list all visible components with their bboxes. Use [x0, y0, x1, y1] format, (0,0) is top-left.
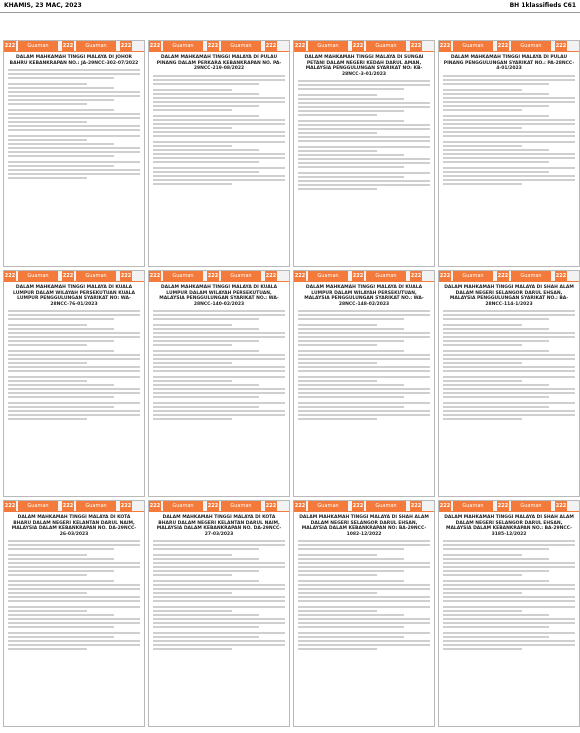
category-number: 222 [207, 503, 219, 509]
category-label: Guaman [18, 501, 58, 511]
category-number: 222 [265, 43, 277, 49]
category-number: 222 [294, 503, 306, 509]
category-label: Guaman [18, 41, 58, 51]
category-number: 222 [120, 273, 132, 279]
notice-card [148, 500, 290, 727]
notice-body-text [8, 310, 140, 420]
category-number: 222 [497, 503, 509, 509]
category-label: Guaman [163, 271, 203, 281]
notice-body-text [153, 310, 285, 420]
category-number: 222 [555, 273, 567, 279]
category-number: 222 [352, 273, 364, 279]
category-number: 222 [352, 503, 364, 509]
category-label: Guaman [453, 271, 493, 281]
category-tag [4, 271, 144, 282]
category-number: 222 [62, 503, 74, 509]
category-number: 222 [410, 43, 422, 49]
category-tag [149, 271, 289, 282]
category-label: Guaman [76, 501, 116, 511]
category-number: 222 [120, 503, 132, 509]
category-number: 222 [265, 503, 277, 509]
notice-title: DALAM MAHKAMAH TINGGI MALAYA DI KUALA LUMPUR DALAM WILAYAH PERSEKUTUAN, MALAYSIA PENGGULUNGAN SYARIKAT NO.: WA-28NCC-148-02/2023 [304, 285, 424, 307]
category-label: Guaman [221, 501, 261, 511]
category-label: Guaman [366, 501, 406, 511]
notice-title: DALAM MAHKAMAH TINGGI MALAYA DI PULAU PINANG PENGGULUNGAN SYARIKAT NO.: PA-28NCC-4-01/2023 [443, 55, 575, 71]
notice-card [438, 270, 580, 497]
category-tag [149, 501, 289, 512]
category-label: Guaman [511, 41, 551, 51]
category-tag [294, 501, 434, 512]
notice-body-text [443, 75, 575, 185]
notice-body-text [298, 310, 430, 420]
page-header [0, 0, 580, 13]
category-tag [294, 41, 434, 52]
category-number: 222 [439, 273, 451, 279]
category-label: Guaman [163, 41, 203, 51]
notice-card [293, 500, 435, 727]
category-label: Guaman [308, 501, 348, 511]
category-label: Guaman [453, 41, 493, 51]
category-tag [439, 41, 579, 52]
category-label: Guaman [366, 41, 406, 51]
notice-body-text [153, 75, 285, 185]
notice-title: DALAM MAHKAMAH TINGGI MALAYA DI KUALA LUMPUR DALAM WILAYAH PERSEKUTUAN, MALAYSIA PENGGULUNGAN SYARIKAT NO.: WA-28NCC-140-02/2023 [159, 285, 279, 307]
category-number: 222 [410, 503, 422, 509]
notice-title: DALAM MAHKAMAH TINGGI MALAYA DI KOTA BHARU DALAM NEGERI KELANTAN DARUL NAIM, MALAYSIA DALAM KEBANKRAPAN NO. DA-29NCC-26-03/2023 [11, 515, 137, 537]
category-number: 222 [4, 503, 16, 509]
page-date: KHAMIS, 23 MAC, 2023 [4, 2, 82, 9]
category-label: Guaman [308, 41, 348, 51]
category-label: Guaman [511, 501, 551, 511]
notice-card [3, 270, 145, 497]
notice-title: DALAM MAHKAMAH TINGGI MALAYA DI SHAH ALAM DALAM NEGERI SELANGOR DARUL EHSAN, MALAYSIA DALAM KEBANKRAPAN NO.: BA-29NCC-3185-12/2022 [444, 515, 574, 537]
category-tag [4, 41, 144, 52]
notice-title: DALAM MAHKAMAH TINGGI MALAYA DI SUNGAI PETANI DALAM NEGERI KEDAH DARUL AMAN, MALAYSIA PENGGULUNGAN SYARIKAT NO: KB-28NCC-3-01/2023 [304, 55, 424, 77]
category-number: 222 [120, 43, 132, 49]
category-label: Guaman [221, 271, 261, 281]
notice-body-text [8, 69, 140, 179]
notice-title: DALAM MAHKAMAH TINGGI MALAYA DI JOHOR BAHRU KEBANKRAPAN NO.: JA-29NCC-302-07/2022 [9, 55, 139, 66]
category-number: 222 [439, 43, 451, 49]
category-number: 222 [62, 43, 74, 49]
category-tag [294, 271, 434, 282]
category-number: 222 [265, 273, 277, 279]
notice-card [293, 40, 435, 267]
section-title: BH 1klassifieds C61 [509, 2, 576, 9]
category-number: 222 [4, 273, 16, 279]
category-label: Guaman [308, 271, 348, 281]
notice-card [438, 500, 580, 727]
notice-title: DALAM MAHKAMAH TINGGI MALAYA DI SHAH ALAM DALAM NEGERI SELANGOR DARUL EHSAN, MALAYSIA PENGGULUNGAN SYARIKAT NO.: BA-28NCC-114-1/2023 [444, 285, 574, 307]
notice-card [293, 270, 435, 497]
notice-title: DALAM MAHKAMAH TINGGI MALAYA DI KOTA BHARU DALAM NEGERI KELANTAN DARUL NAIM, MALAYSIA DALAM KEBANKRAPAN NO. DA-29NCC-27-03/2023 [156, 515, 282, 537]
category-number: 222 [294, 273, 306, 279]
category-label: Guaman [76, 41, 116, 51]
category-number: 222 [555, 43, 567, 49]
category-label: Guaman [453, 501, 493, 511]
category-tag [439, 271, 579, 282]
notice-card [438, 40, 580, 267]
category-number: 222 [352, 43, 364, 49]
category-tag [4, 501, 144, 512]
category-number: 222 [4, 43, 16, 49]
category-tag [439, 501, 579, 512]
category-number: 222 [149, 43, 161, 49]
category-label: Guaman [76, 271, 116, 281]
notice-body-text [153, 540, 285, 650]
category-number: 222 [439, 503, 451, 509]
category-number: 222 [149, 273, 161, 279]
category-number: 222 [294, 43, 306, 49]
notice-body-text [8, 540, 140, 650]
notice-body-text [443, 310, 575, 420]
category-tag [149, 41, 289, 52]
notice-title: DALAM MAHKAMAH TINGGI MALAYA DI KUALA LUMPUR DALAM WILAYAH PERSEKUTUAN KUALA LUMPUR PENGGULUNGAN SYARIKAT NO: WA-28NCC-76-01/2023 [12, 285, 135, 307]
notice-card [3, 500, 145, 727]
category-number: 222 [149, 503, 161, 509]
classifieds-grid [3, 40, 577, 730]
category-number: 222 [62, 273, 74, 279]
category-number: 222 [410, 273, 422, 279]
category-number: 222 [207, 43, 219, 49]
category-label: Guaman [18, 271, 58, 281]
category-label: Guaman [511, 271, 551, 281]
category-number: 222 [555, 503, 567, 509]
notice-title: DALAM MAHKAMAH TINGGI MALAYA DI SHAH ALAM DALAM NEGERI SELANGOR DARUL EHSAN, MALAYSIA DALAM KEBANKRAPAN NO: BA-29NCC-1082-12/2022 [299, 515, 429, 537]
category-label: Guaman [221, 41, 261, 51]
notice-body-text [443, 540, 575, 650]
notice-body-text [298, 80, 430, 190]
category-number: 222 [207, 273, 219, 279]
notice-card [148, 40, 290, 267]
category-label: Guaman [163, 501, 203, 511]
category-number: 222 [497, 273, 509, 279]
notice-card [148, 270, 290, 497]
notice-title: DALAM MAHKAMAH TINGGI MALAYA DI PULAU PINANG DALAM PERKARA KEBANKRAPAN NO. PA-29NCC-219-08/2022 [156, 55, 282, 71]
notice-body-text [298, 540, 430, 650]
category-label: Guaman [366, 271, 406, 281]
category-number: 222 [497, 43, 509, 49]
notice-card [3, 40, 145, 267]
